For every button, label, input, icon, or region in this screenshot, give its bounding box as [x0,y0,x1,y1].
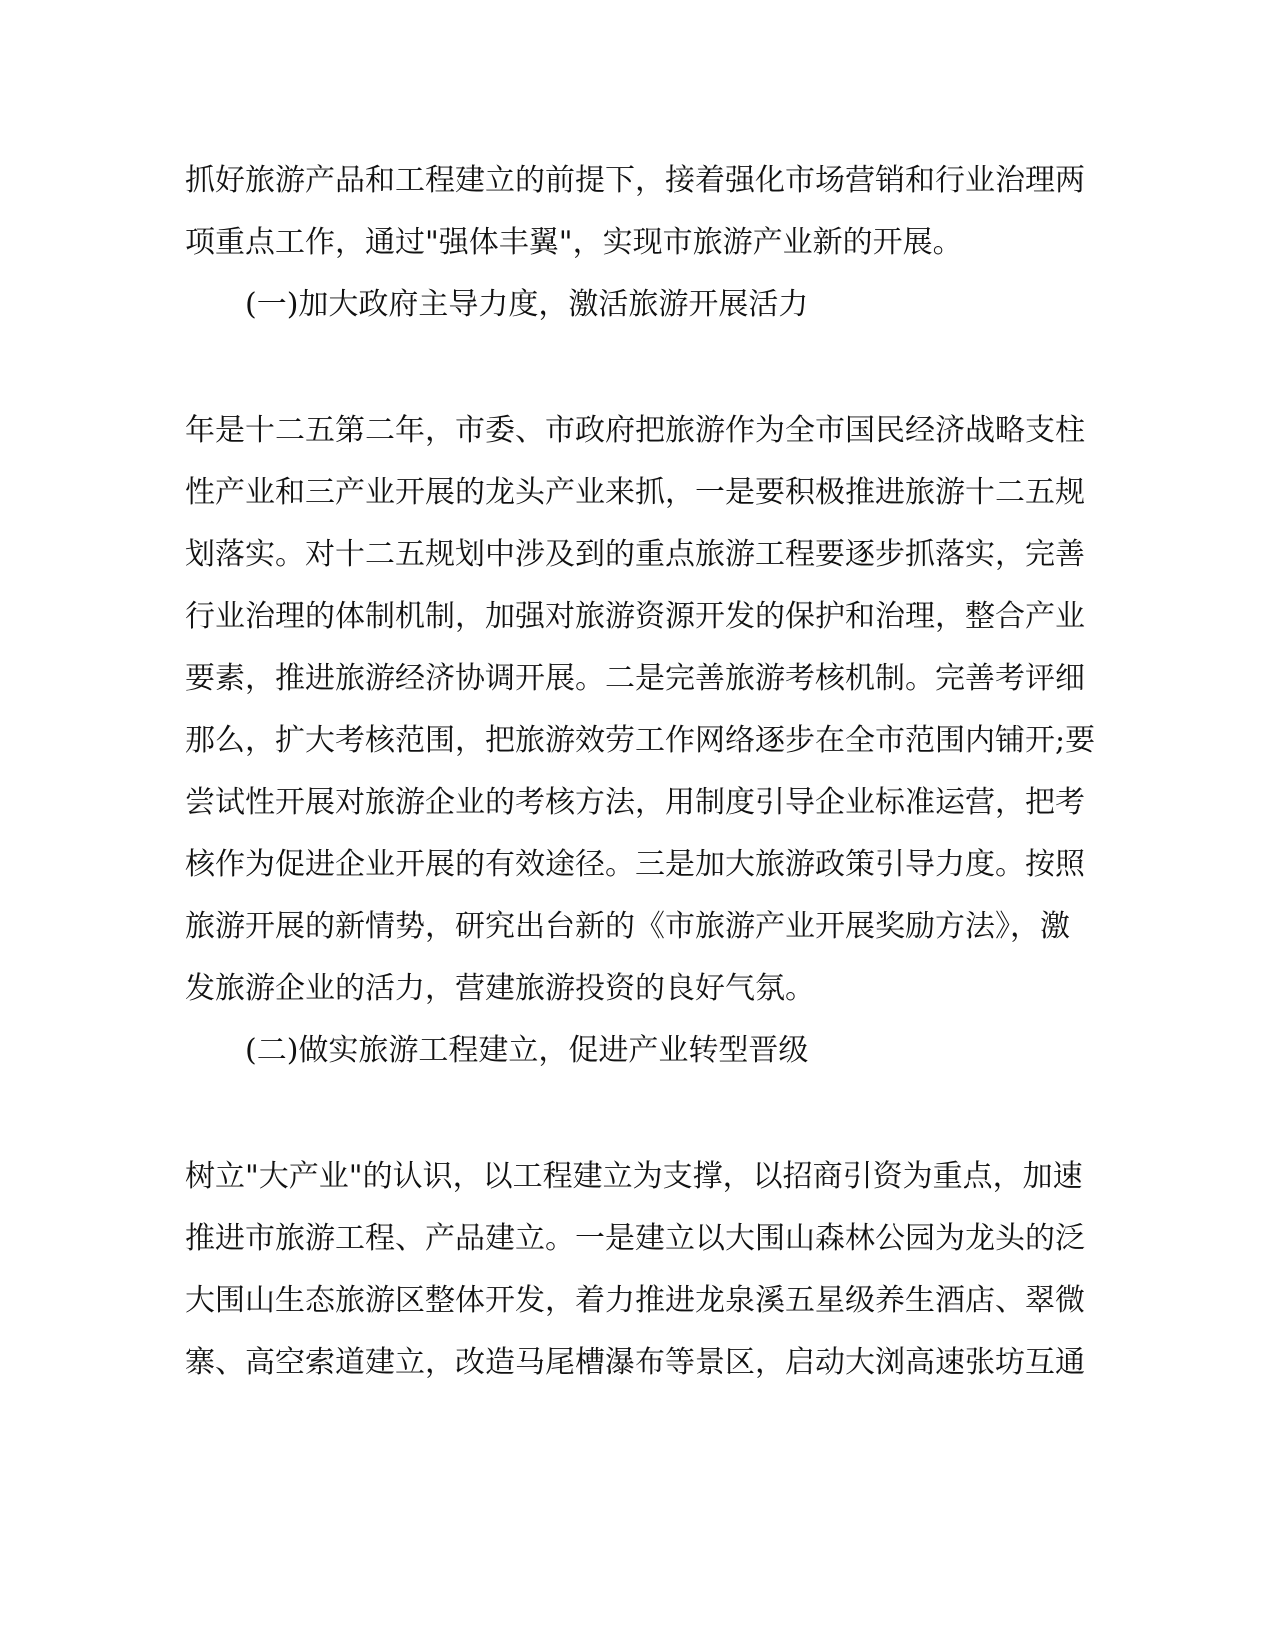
paragraph-2-line-10: 发旅游企业的活力，营建旅游投资的良好气氛。 [185,971,815,1006]
paragraph-3-line-1: 树立"大产业"的认识，以工程建立为支撑，以招商引资为重点，加速 [185,1159,1083,1194]
paragraph-2-line-4: 行业治理的体制机制，加强对旅游资源开发的保护和治理，整合产业 [185,599,1085,634]
section-heading-1: (一)加大政府主导力度，激活旅游开展活力 [245,287,809,322]
paragraph-2-line-9: 旅游开展的新情势，研究出台新的《市旅游产业开展奖励方法》，激 [185,909,1070,944]
paragraph-2-line-1: 年是十二五第二年，市委、市政府把旅游作为全市国民经济战略支柱 [185,413,1085,448]
paragraph-2-line-8: 核作为促进企业开展的有效途径。三是加大旅游政策引导力度。按照 [185,847,1085,882]
paragraph-1-line-2: 项重点工作，通过"强体丰翼"，实现市旅游产业新的开展。 [185,225,963,260]
paragraph-2-line-5: 要素，推进旅游经济协调开展。二是完善旅游考核机制。完善考评细 [185,661,1085,696]
paragraph-1-line-1: 抓好旅游产品和工程建立的前提下，接着强化市场营销和行业治理两 [185,163,1085,198]
paragraph-2-line-6: 那么，扩大考核范围，把旅游效劳工作网络逐步在全市范围内铺开;要 [185,723,1096,758]
paragraph-2-line-3: 划落实。对十二五规划中涉及到的重点旅游工程要逐步抓落实，完善 [185,537,1085,572]
paragraph-2-line-7: 尝试性开展对旅游企业的考核方法，用制度引导企业标准运营，把考 [185,785,1085,820]
paragraph-3-line-4: 寨、高空索道建立，改造马尾槽瀑布等景区，启动大浏高速张坊互通 [185,1345,1085,1380]
paragraph-3-line-3: 大围山生态旅游区整体开发，着力推进龙泉溪五星级养生酒店、翠微 [185,1283,1085,1318]
paragraph-2-line-2: 性产业和三产业开展的龙头产业来抓，一是要积极推进旅游十二五规 [185,475,1085,510]
section-heading-2: (二)做实旅游工程建立，促进产业转型晋级 [245,1033,809,1068]
paragraph-3-line-2: 推进市旅游工程、产品建立。一是建立以大围山森林公园为龙头的泛 [185,1221,1085,1256]
